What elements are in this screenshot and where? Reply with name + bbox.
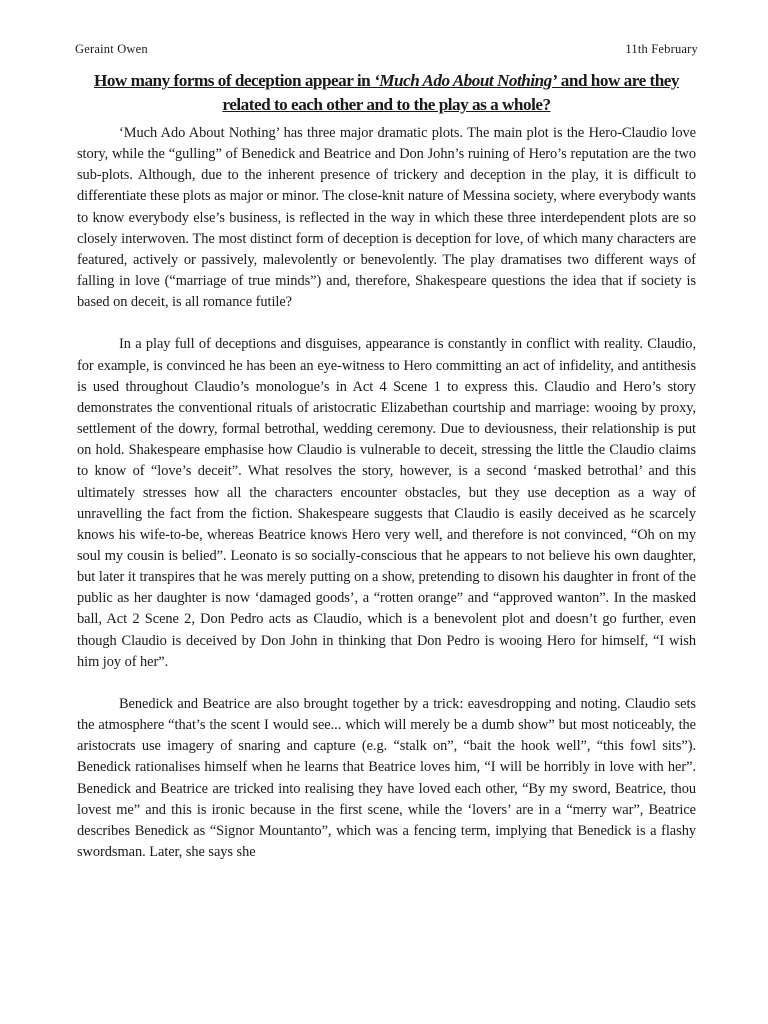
author-name: Geraint Owen [75, 42, 148, 56]
essay-body [77, 123, 696, 863]
title-part-1: How many forms of deception appear in [93, 71, 374, 90]
paragraph-2: In a play full of deceptions and disguises, appearance is constantly in conflict with reality. Claudio, for example, is convinced he has been an eye-witness to Hero committing an act of infidelity, and antithesis is used throughout Claudio’s monologue’s in Act 4 Scene 1 to express this. Claudio and Hero’s story demonstrates the conventional rituals of aristocratic Elizabethan courtship and marriage: wooing by proxy, settlement of the dowry, formal betrothal, wedding ceremony. Due to deviousness, their relationship is put on hold. Shakespeare emphasise how Claudio is vulnerable to deceit, stressing the little the Claudio claims to know of “love’s deceit”. What resolves the story, however, is a second ‘masked betrothal’ and this ultimately stresses how all the characters encounter obstacles, but they use deception as a way of unravelling the fact from the fiction. Shakespeare suggests that Claudio is easily deceived as he scarcely knows his wife-to-be, whereas Beatrice knows Hero very well, and therefore is not convinced, “Oh on my soul my cousin is belied”. Leonato is so socially-conscious that he appears to not believe his own daughter, but later it transpires that he was merely putting on a show, pretending to disown his daughter in front of the public as her daughter is now ‘damaged goods’, a “rotten orange” and “approved wanton”. In the masked ball, Act 2 Scene 2, Don Pedro acts as Claudio, which is a benevolent plot and doesn’t go further, even though Claudio is deceived by Don John in thinking that Don Pedro is wooing Hero for himself, “I wish him joy of her”. [77, 336, 696, 670]
title-part-2: and how are they related to each other and to the play as a whole? [222, 71, 680, 114]
essay-title [77, 69, 696, 117]
paragraph-3: Benedick and Beatrice are also brought together by a trick: eavesdropping and noting. Claudio sets the atmosphere “that’s the scent I would see... which will merely be a dumb show” but most noticeably, the aristocrats use imagery of snaring and capture (e.g. “stalk on”, “bait the hook well”, “this fowl sits”). Benedick rationalises himself when he learns that Beatrice loves him, “I will be horribly in love with her”. Benedick and Beatrice are tricked into realising they have loved each other, “By my sword, Beatrice, thou lovest me” and this is ironic because in the first scene, while the ‘lovers’ are in a “merry war”, Beatrice describes Benedick as “Signor Mountanto”, which was a fencing term, implying that Benedick is a flashy swordsman. Later, she says she [77, 695, 696, 860]
paragraph-1: ‘Much Ado About Nothing’ has three major dramatic plots. The main plot is the Hero-Claudio love story, while the “gulling” of Benedick and Beatrice and Don John’s ruining of Hero’s reputation are the two sub-plots. Although, due to the inherent presence of trickery and deception in the play, it is difficult to differentiate these plots as major or minor. The close-knit nature of Messina society, where everybody wants to know everybody else’s business, is reflected in the way in which these three interdependent plots are so closely interwoven. The most distinct form of deception is deception for love, of which many characters are featured, actively or passively, malevolently or benevolently. The play dramatises two different ways of falling in love (“marriage of true minds”) and, therefore, Shakespeare questions the idea that if society is based on deceit, is all romance futile? [77, 125, 696, 311]
title-play-name: ‘Much Ado About Nothing’ [374, 71, 557, 90]
essay-date: 11th February [625, 42, 698, 56]
page-header [75, 40, 698, 58]
